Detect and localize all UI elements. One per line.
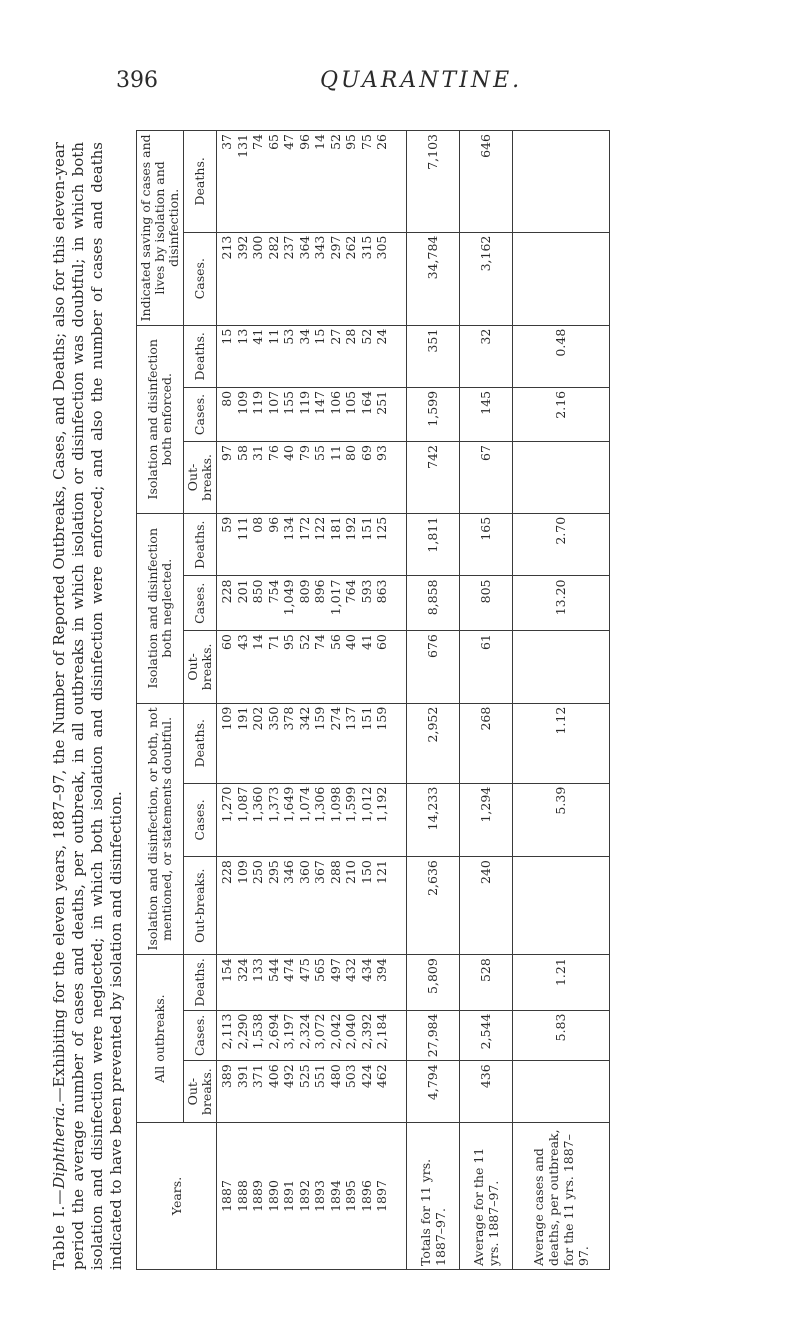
caption-text: —Exhibiting for the eleven years, 1887–97, the Number of Reported Outbreaks, Cases, and Deaths; also for this eleven-year period the average number of cases and deaths, per outbreak, in all outbreaks in which isolation or disinfection was doubtful; in which both isolation and disinfection were neglected; in which both isolation and disinfection were enforced; and also the number of cases and deaths indicated to have been prevented by isolation and disinfection. [50, 142, 125, 1270]
sub-header-outbreaks: Out-breaks. [184, 631, 217, 704]
per-outbreak-all-outbreaks [513, 1061, 610, 1123]
totals-row [407, 131, 460, 1270]
all-deaths-cell: 154 324 133 544 474 475 565 497 432 434 394 [217, 955, 407, 1010]
saving-header: Indicated saving of cases and lives by isolation and disinfection. [137, 131, 184, 326]
totals-enforced-cases: 1,599 [407, 387, 460, 441]
average-row [460, 131, 513, 1270]
doubtful-outbreaks-cell: 228 109 250 295 346 360 367 288 210 150 121 [217, 857, 407, 955]
data-table [136, 130, 610, 1270]
totals-enforced-deaths: 351 [407, 325, 460, 387]
page-header [116, 58, 740, 98]
per-outbreak-neglected-deaths: 2.70 [513, 513, 610, 576]
per-outbreak-all-deaths: 1.21 [513, 955, 610, 1010]
average-saving-cases: 3,162 [460, 232, 513, 325]
per-outbreak-all-cases: 5.83 [513, 1010, 610, 1061]
average-saving-deaths: 646 [460, 131, 513, 233]
average-label: Average for the 11 yrs. 1887–97. [460, 1123, 513, 1270]
enforced-header: Isolation and disinfection both enforced. [137, 325, 184, 513]
per-outbreak-saving-cases [513, 232, 610, 325]
all-cases-cell: 2,113 2,290 1,538 2,694 3,197 2,324 3,072 2,042 2,040 2,392 2,184 [217, 1010, 407, 1061]
totals-all-cases: 27,984 [407, 1010, 460, 1061]
enforced-cases-cell: 80 109 119 107 155 119 147 106 105 164 251 [217, 387, 407, 441]
neglected-outbreaks-cell: 60 43 14 71 95 52 74 56 40 41 60 [217, 631, 407, 704]
per-outbreak-doubtful-outbreaks [513, 857, 610, 955]
per-outbreak-enforced-deaths: 0.48 [513, 325, 610, 387]
sub-header-outbreaks: Out-breaks. [184, 442, 217, 514]
per-outbreak-label: Average cases and deaths, per outbreak, for the 11 yrs. 1887–97. [513, 1123, 610, 1270]
totals-neglected-outbreaks: 676 [407, 631, 460, 704]
running-head: QUARANTINE. [320, 68, 523, 93]
rotated-table-block [50, 130, 740, 1270]
totals-doubtful-cases: 14,233 [407, 783, 460, 856]
totals-saving-cases: 34,784 [407, 232, 460, 325]
sub-header-deaths: Deaths. [184, 131, 217, 233]
average-all-outbreaks: 436 [460, 1061, 513, 1123]
saving-cases-cell: 213 392 300 282 237 364 343 297 262 315 305 [217, 232, 407, 325]
disease-name: Diphtheria. [50, 1102, 68, 1189]
neglected-header: Isolation and disinfection both neglected. [137, 513, 184, 703]
totals-doubtful-outbreaks: 2,636 [407, 857, 460, 955]
totals-saving-deaths: 7,103 [407, 131, 460, 233]
sub-header-outbreaks: Out-breaks. [184, 857, 217, 955]
saving-deaths-cell: 37 131 74 65 47 96 14 52 95 75 26 [217, 131, 407, 233]
totals-all-deaths: 5,809 [407, 955, 460, 1010]
neglected-cases-cell: 228 201 850 754 1,049 809 896 1,017 764 593 863 [217, 576, 407, 631]
table-caption [50, 130, 126, 1270]
totals-neglected-cases: 8,858 [407, 576, 460, 631]
per-outbreak-neglected-cases: 13.20 [513, 576, 610, 631]
totals-doubtful-deaths: 2,952 [407, 703, 460, 783]
average-neglected-cases: 805 [460, 576, 513, 631]
average-neglected-deaths: 165 [460, 513, 513, 576]
sub-header-cases: Cases. [184, 1010, 217, 1061]
per-outbreak-saving-deaths [513, 131, 610, 233]
yearly-data-row [217, 131, 407, 1270]
per-outbreak-doubtful-cases: 5.39 [513, 783, 610, 856]
per-outbreak-row [513, 131, 610, 1270]
page-number: 396 [116, 68, 158, 93]
years-cell: 1887 1888 1889 1890 1891 1892 1893 1894 1895 1896 1897 [217, 1123, 407, 1270]
all-outbreaks-cell: 389 391 371 406 492 525 551 480 503 424 462 [217, 1061, 407, 1123]
sub-header-cases: Cases. [184, 783, 217, 856]
all-outbreaks-header: All outbreaks. [137, 955, 184, 1123]
average-enforced-outbreaks: 67 [460, 442, 513, 514]
sub-header-cases: Cases. [184, 232, 217, 325]
group-header-row [137, 131, 184, 1270]
doubtful-cases-cell: 1,270 1,087 1,360 1,373 1,649 1,074 1,306 1,098 1,599 1,012 1,192 [217, 783, 407, 856]
per-outbreak-neglected-outbreaks [513, 631, 610, 704]
totals-enforced-outbreaks: 742 [407, 442, 460, 514]
doubtful-deaths-cell: 109 191 202 350 378 342 159 274 137 151 159 [217, 703, 407, 783]
per-outbreak-enforced-cases: 2.16 [513, 387, 610, 441]
average-all-deaths: 528 [460, 955, 513, 1010]
average-doubtful-deaths: 268 [460, 703, 513, 783]
average-enforced-deaths: 32 [460, 325, 513, 387]
sub-header-deaths: Deaths. [184, 955, 217, 1010]
totals-label: Totals for 11 yrs. 1887–97. [407, 1123, 460, 1270]
doubtful-header: Isolation and disinfection, or both, not mentioned, or statements doubtful. [137, 703, 184, 955]
totals-all-outbreaks: 4,794 [407, 1061, 460, 1123]
sub-header-deaths: Deaths. [184, 703, 217, 783]
sub-header-cases: Cases. [184, 387, 217, 441]
enforced-outbreaks-cell: 97 58 31 76 40 79 55 11 80 69 93 [217, 442, 407, 514]
sub-header-deaths: Deaths. [184, 325, 217, 387]
per-outbreak-enforced-outbreaks [513, 442, 610, 514]
sub-header-outbreaks: Out-breaks. [184, 1061, 217, 1123]
average-all-cases: 2,544 [460, 1010, 513, 1061]
table-number: Table I.— [50, 1188, 68, 1270]
neglected-deaths-cell: 59 111 08 96 134 172 122 181 192 151 125 [217, 513, 407, 576]
sub-header-cases: Cases. [184, 576, 217, 631]
sub-header-row [184, 131, 217, 1270]
years-header: Years. [137, 1123, 217, 1270]
per-outbreak-doubtful-deaths: 1.12 [513, 703, 610, 783]
average-enforced-cases: 145 [460, 387, 513, 441]
sub-header-deaths: Deaths. [184, 513, 217, 576]
totals-neglected-deaths: 1,811 [407, 513, 460, 576]
average-neglected-outbreaks: 61 [460, 631, 513, 704]
average-doubtful-outbreaks: 240 [460, 857, 513, 955]
enforced-deaths-cell: 15 13 41 11 53 34 15 27 28 52 24 [217, 325, 407, 387]
average-doubtful-cases: 1,294 [460, 783, 513, 856]
